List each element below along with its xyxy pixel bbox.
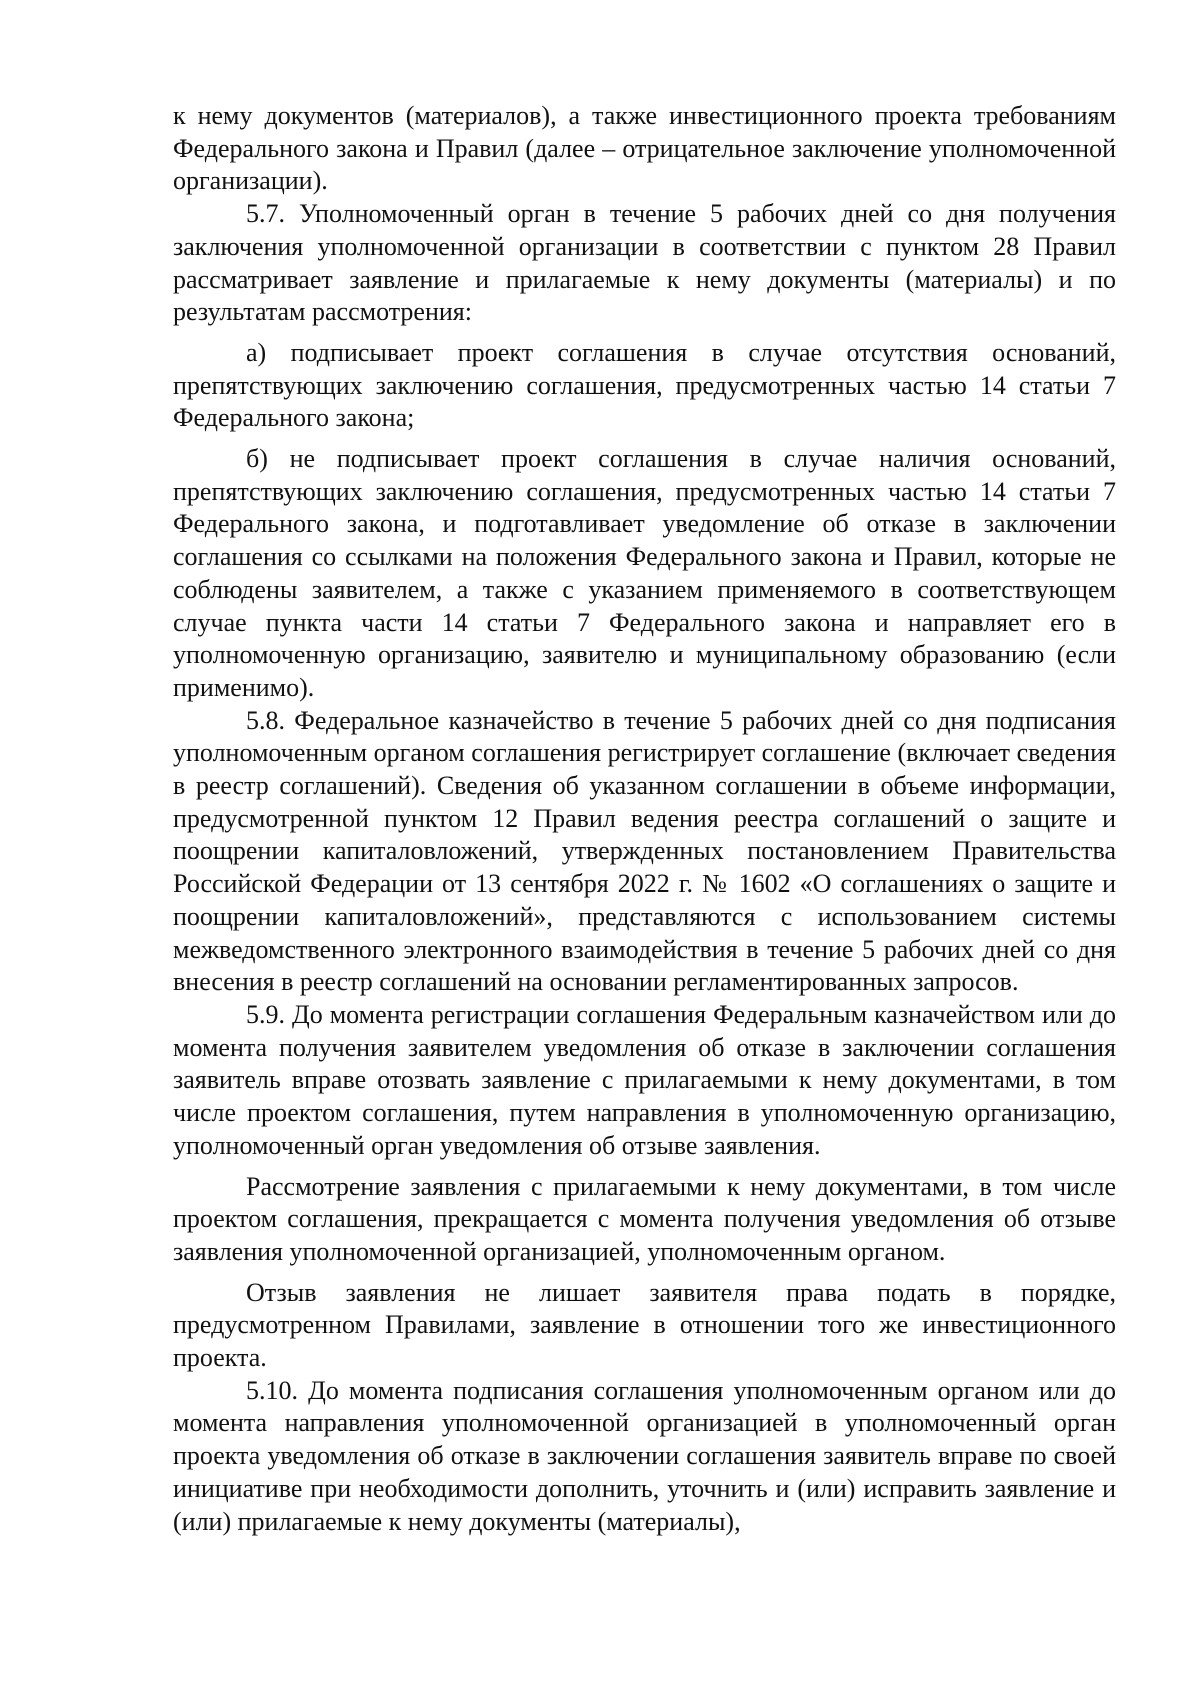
paragraph-continuation: к нему документов (материалов), а также инвестиционного проекта требованиям Федерального закона и Правил (далее – отрицательное заключение уполномоченной организации).: [173, 101, 1116, 196]
paragraph-5-8: 5.8. Федеральное казначейство в течение 5 рабочих дней со дня подписания уполномоченным органом соглашения регистрирует соглашение (включает сведения в реестр соглашений). Сведения об указанном соглашении в объеме информации, предусмотренной пунктом 12 Правил ведения реестра соглашений о защите и поощрении капиталовложений, утвержденных постановлением Правительства Российской Федерации от 13 сентября 2022 г. № 1602 «О соглашениях о защите и поощрении капиталовложений», представляются с использованием системы межведомственного электронного взаимодействия в течение 5 рабочих дней со дня внесения в реестр соглашений на основании регламентированных запросов.: [173, 705, 1116, 997]
paragraph-5-9-consideration: Рассмотрение заявления с прилагаемыми к нему документами, в том числе проектом соглашения, прекращается с момента получения уведомления об отзыве заявления уполномоченной организацией, уполномоченным органом.: [173, 1171, 1116, 1266]
paragraph-5-10: 5.10. До момента подписания соглашения уполномоченным органом или до момента направления уполномоченной организацией в уполномоченный орган проекта уведомления об отказе в заключении соглашения заявитель вправе по своей инициативе при необходимости дополнить, уточнить и (или) исправить заявление и (или) прилагаемые к нему документы (материалы),: [173, 1375, 1116, 1536]
document-body: [173, 100, 1116, 1538]
paragraph-5-7-b: б) не подписывает проект соглашения в случае наличия оснований, препятствующих заключению соглашения, предусмотренных частью 14 статьи 7 Федерального закона, и подготавливает уведомление об отказе в заключении соглашения со ссылками на положения Федерального закона и Правил, которые не соблюдены заявителем, а также с указанием применяемого в соответствующем случае пункта части 14 статьи 7 Федерального закона и направляет его в уполномоченную организацию, заявителю и муниципальному образованию (если применимо).: [173, 444, 1116, 702]
paragraph-5-7: 5.7. Уполномоченный орган в течение 5 рабочих дней со дня получения заключения уполномоченной организации в соответствии с пунктом 28 Правил рассматривает заявление и прилагаемые к нему документы (материалы) и по результатам рассмотрения:: [173, 199, 1116, 327]
paragraph-5-9-withdrawal: Отзыв заявления не лишает заявителя права подать в порядке, предусмотренном Правилами, заявление в отношении того же инвестиционного проекта.: [173, 1277, 1116, 1373]
paragraph-5-7-a: а) подписывает проект соглашения в случае отсутствия оснований, препятствующих заключению соглашения, предусмотренных частью 14 статьи 7 Федерального закона;: [173, 337, 1116, 433]
paragraph-5-9: 5.9. До момента регистрации соглашения Федеральным казначейством или до момента получения заявителем уведомления об отказе в заключении соглашения заявитель вправе отозвать заявление с прилагаемыми к нему документами, в том числе проектом соглашения, путем направления в уполномоченную организацию, уполномоченный орган уведомления об отзыве заявления.: [173, 999, 1116, 1160]
